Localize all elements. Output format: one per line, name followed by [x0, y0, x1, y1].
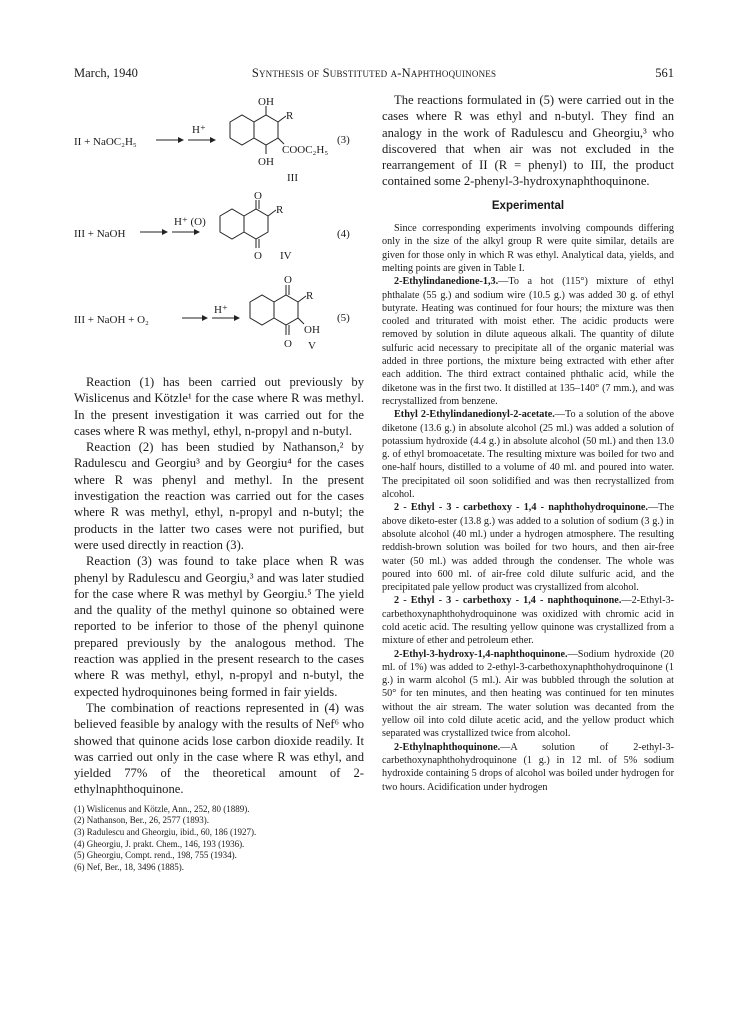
left-paragraph-2: Reaction (2) has been studied by Nathanson,² by Radulescu and Georgiu³ and by Georgiu⁴ for the cases where R was phenyl and methyl. In the present investigation the reaction was carried out for the cases where R was methyl, ethyl, n-propyl and n-butyl; the products in the latter two cases were not purified, but were used directly in reaction (3). — [74, 440, 364, 552]
footnote-4: (4) Gheorgiu, J. prakt. Chem., 146, 193 (1936). — [74, 838, 245, 849]
entry-2-body: —To a solution of the above diketone (13.6 g.) in absolute alcohol (25 ml.) was added a solution of potassium hydroxide (4.4 g.) in absolute alcohol (50 ml.) and then 13.0 g. of ethyl bromoacetate. The resulting mixture was boiled for two and one-half hours, distilled to a volume of 40 ml. and poured into water. The precipitated oil soon solidified and was then recrystallized from alcohol. — [382, 409, 674, 501]
reaction-3 — [74, 92, 364, 188]
reaction-4-product: IV — [280, 250, 292, 262]
entry-3 — [382, 501, 674, 594]
entry-4-body: —2-Ethyl-3-carbethoxynaphthohydroquinone was oxidized with chromic acid in cold acetic acid. The resulting yellow quinone was crystallized from a mixture of ether and petroleum ether. — [382, 595, 674, 647]
header-title: Synthesis of Substituted α-Naphthoquinones — [251, 66, 497, 80]
entry-1-title: 2-Ethylindanedione-1,3. — [394, 276, 499, 288]
running-header — [74, 66, 674, 84]
reaction-5-reactants: III + NaOH + O₂ — [74, 314, 149, 326]
experimental-heading: Experimental — [491, 199, 565, 212]
experimental-general: Since corresponding experiments involving compounds differing only in the size of the alkyl group R were quite similar, details are given for those only in which R was ethyl. Analytical data, yields, and melting points are given in Table I. — [382, 223, 674, 274]
left-paragraph-3: Reaction (3) was found to take place when R was phenyl by Radulescu and Georgiu,³ and was later studied for the case where R was methyl by Georgiu.⁵ The yield and the quality of the methyl quinone so obtained were reported to be inferior to those of the phenyl quinone prepared previously by the analogous method. The reaction was applied in the present research to the cases where R was methyl, ethyl, n-propyl and n-butyl, the expected hydroquinones being formed in fair yields. — [74, 554, 364, 699]
reaction-3-structure — [74, 92, 364, 188]
entry-2-title: Ethyl 2-Ethylindanedionyl-2-acetate. — [394, 409, 555, 421]
reaction-4 — [74, 188, 364, 272]
footnotes — [74, 804, 364, 874]
reaction-3-ester: COOC₂H₅ — [282, 144, 329, 156]
entry-2 — [382, 408, 674, 501]
reaction-5-r: R — [306, 290, 314, 302]
experimental-body — [382, 222, 674, 794]
entry-6-title: 2-Ethylnaphthoquinone. — [394, 741, 501, 753]
reaction-4-o-bottom: O — [254, 250, 262, 262]
reaction-3-product: III — [287, 172, 298, 184]
entry-3-body: —The above diketo-ester (13.8 g.) was added to a solution of sodium (3 g.) in absolute alcohol (40 ml.) under a hydrogen atmosphere. The resulting reddish-brown solution was boiled for two hours, and then air-free water (50 ml.) was added through the condenser. The whole was poured into 600 ml. of air-free cold dilute sulfuric acid, and the precipitated pale yellow product was crystallized from alcohol. — [382, 502, 674, 594]
header-date: March, 1940 — [74, 66, 138, 80]
reaction-3-reactants: II + NaOC₂H₅ — [74, 136, 137, 148]
reaction-5 — [74, 272, 364, 364]
reaction-5-catalyst: H⁺ — [214, 304, 228, 316]
entry-1 — [382, 275, 674, 408]
footnote-2: (2) Nathanson, Ber., 26, 2577 (1893). — [74, 815, 209, 826]
reaction-3-r: R — [286, 110, 294, 122]
reaction-3-oh-top: OH — [258, 96, 274, 108]
reaction-3-catalyst: H⁺ — [192, 124, 206, 136]
left-paragraph-1: Reaction (1) has been carried out previously by Wislicenus and Kötzle¹ for the case where R was methyl. In the present investigation it was carried out for the cases where R was methyl, ethyl, n-propyl and n-butyl. — [74, 375, 364, 438]
entry-6 — [382, 741, 674, 794]
entry-4 — [382, 594, 674, 647]
footnote-5: (5) Gheorgiu, Compt. rend., 198, 755 (1934). — [74, 850, 237, 861]
entry-3-title: 2 - Ethyl - 3 - carbethoxy - 1,4 - naphthohydroquinone. — [394, 502, 648, 514]
entry-4-title: 2 - Ethyl - 3 - carbethoxy - 1,4 - naphthoquinone. — [394, 595, 622, 607]
reaction-4-structure — [74, 188, 364, 272]
entry-6-body: —A solution of 2-ethyl-3-carbethoxynaphthohydroquinone (1 g.) in 12 ml. of 5% sodium hydroxide containing 5 drops of alcohol was boiled under hydrogen for two hours. Acidification under hydrogen — [382, 741, 674, 793]
footnote-3: (3) Radulescu and Gheorgiu, ibid., 60, 186 (1927). — [74, 826, 257, 837]
entry-1-body: —To a hot (115°) mixture of ethyl phthalate (55 g.) and sodium wire (10.5 g.) was added 30 g. of ethyl butyrate. Heating was continued for four hours; the mixture was then cooled and triturated with moist ether. The acidic products were removed by solution in dilute aqueous alkali. The quantity of dilute sulfuric acid necessary to precipitate all of the organic material was added in three portions, the mixture being extracted with ether after each addition. The third extract contained phthalic acid, while the diketone was in the first two. It distilled at 135–140° (7 mm.), and was recrystallized from benzene. — [382, 276, 674, 407]
reaction-4-reactants: III + NaOH — [74, 228, 126, 240]
reaction-4-catalyst: H⁺ (O) — [174, 216, 206, 228]
page-number: 561 — [655, 66, 674, 80]
reaction-5-product: V — [308, 340, 316, 352]
right-column — [382, 92, 674, 794]
entry-5-body: —Sodium hydroxide (20 ml. of 1%) was added to 2-ethyl-3-carbethoxynaphthohydroquinone (1 g.) in warm alcohol (5 ml.). Air was bubbled through the solution at 50° for ten minutes, and then heating was continued for ten minutes without the air stream. The water solution was decanted from the yellow oil into cold dilute acetic acid, and the yellow product which separated was crystallized twice from alcohol. — [382, 648, 674, 740]
reaction-5-o-top: O — [284, 274, 292, 286]
left-paragraph-4: The combination of reactions represented in (4) was believed feasible by analogy with the results of Nef⁶ who showed that quinone acids lose carbon dioxide readily. It was carried out only in the case where R was ethyl, and yielded 77% of the theoretical amount of 2-ethylnaphthoquinone. — [74, 700, 364, 797]
reaction-4-r: R — [276, 204, 284, 216]
footnote-6: (6) Nef, Ber., 18, 3496 (1885). — [74, 861, 184, 872]
reaction-3-oh-bottom: OH — [258, 156, 274, 168]
reaction-5-o-bottom: O — [284, 338, 292, 350]
reaction-5-number: (5) — [337, 312, 350, 324]
entry-5 — [382, 648, 674, 741]
footnote-1: (1) Wislicenus and Kötzle, Ann., 252, 80 (1889). — [74, 803, 250, 814]
left-column — [74, 92, 364, 873]
entry-5-title: 2-Ethyl-3-hydroxy-1,4-naphthoquinone. — [394, 648, 568, 660]
right-intro: The reactions formulated in (5) were carried out in the cases where R was ethyl and n-butyl. They find an analogy in the work of Radulescu and Gheorgiu,³ who discovered that when air was not excluded in the rearrangement of II (R = phenyl) to III, the product contained some 2-phenyl-3-hydroxynaphthoquinone. — [382, 93, 674, 189]
reaction-3-number: (3) — [337, 134, 350, 146]
reaction-4-number: (4) — [337, 228, 350, 240]
reaction-5-oh: OH — [304, 324, 320, 336]
reaction-4-o-top: O — [254, 190, 262, 202]
